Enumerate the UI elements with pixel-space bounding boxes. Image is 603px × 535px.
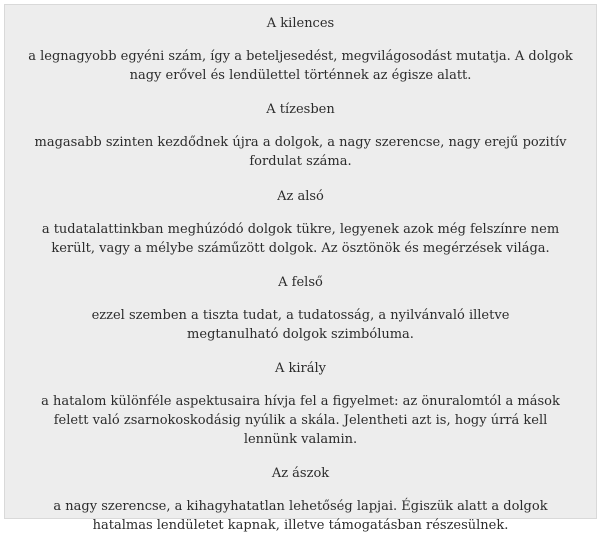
section-text-also: a tudatalattinkban meghúzódó dolgok tükre, legyenek azok még felszínre nem került, vagy a mélybe száműzött dolgok. Az ösztönök és megérzések világa. [41,222,560,256]
section-heading-aszok: Az ászok [271,466,330,481]
section-heading-kilences: A kilences [266,16,335,31]
section-heading-also: Az alsó [277,189,324,204]
section-text-kilences: a legnagyobb egyéni szám, így a beteljesedést, megvilágosodást mutatja. A dolgok nagy erővel és lendülettel történnek az égisze alatt. [28,49,573,83]
section-text-tizesben: magasabb szinten kezdődnek újra a dolgok, a nagy szerencse, nagy erejű pozitív fordulat száma. [34,135,567,169]
section-text-aszok: a nagy szerencse, a kihagyhatatlan lehetőség lapjai. Égiszük alatt a dolgok hatalmas lendületet kapnak, illetve támogatásban részesülnek. [53,499,548,533]
section-heading-kiraly: A király [274,361,327,376]
section-heading-tizesben: A tízesben [266,102,335,117]
section-heading-felso: A felső [278,275,323,290]
section-text-kiraly: a hatalom különféle aspektusaira hívja fel a figyelmet: az önuralomtól a mások felett való zsarnokoskodásig nyúlik a skála. Jelentheti azt is, hogy úrrá kell lennünk valamin. [41,394,560,447]
section-text-felso: ezzel szemben a tiszta tudat, a tudatosság, a nyilvánvaló illetve megtanulható dolgok szimbóluma. [91,308,510,342]
content-panel [4,4,597,533]
